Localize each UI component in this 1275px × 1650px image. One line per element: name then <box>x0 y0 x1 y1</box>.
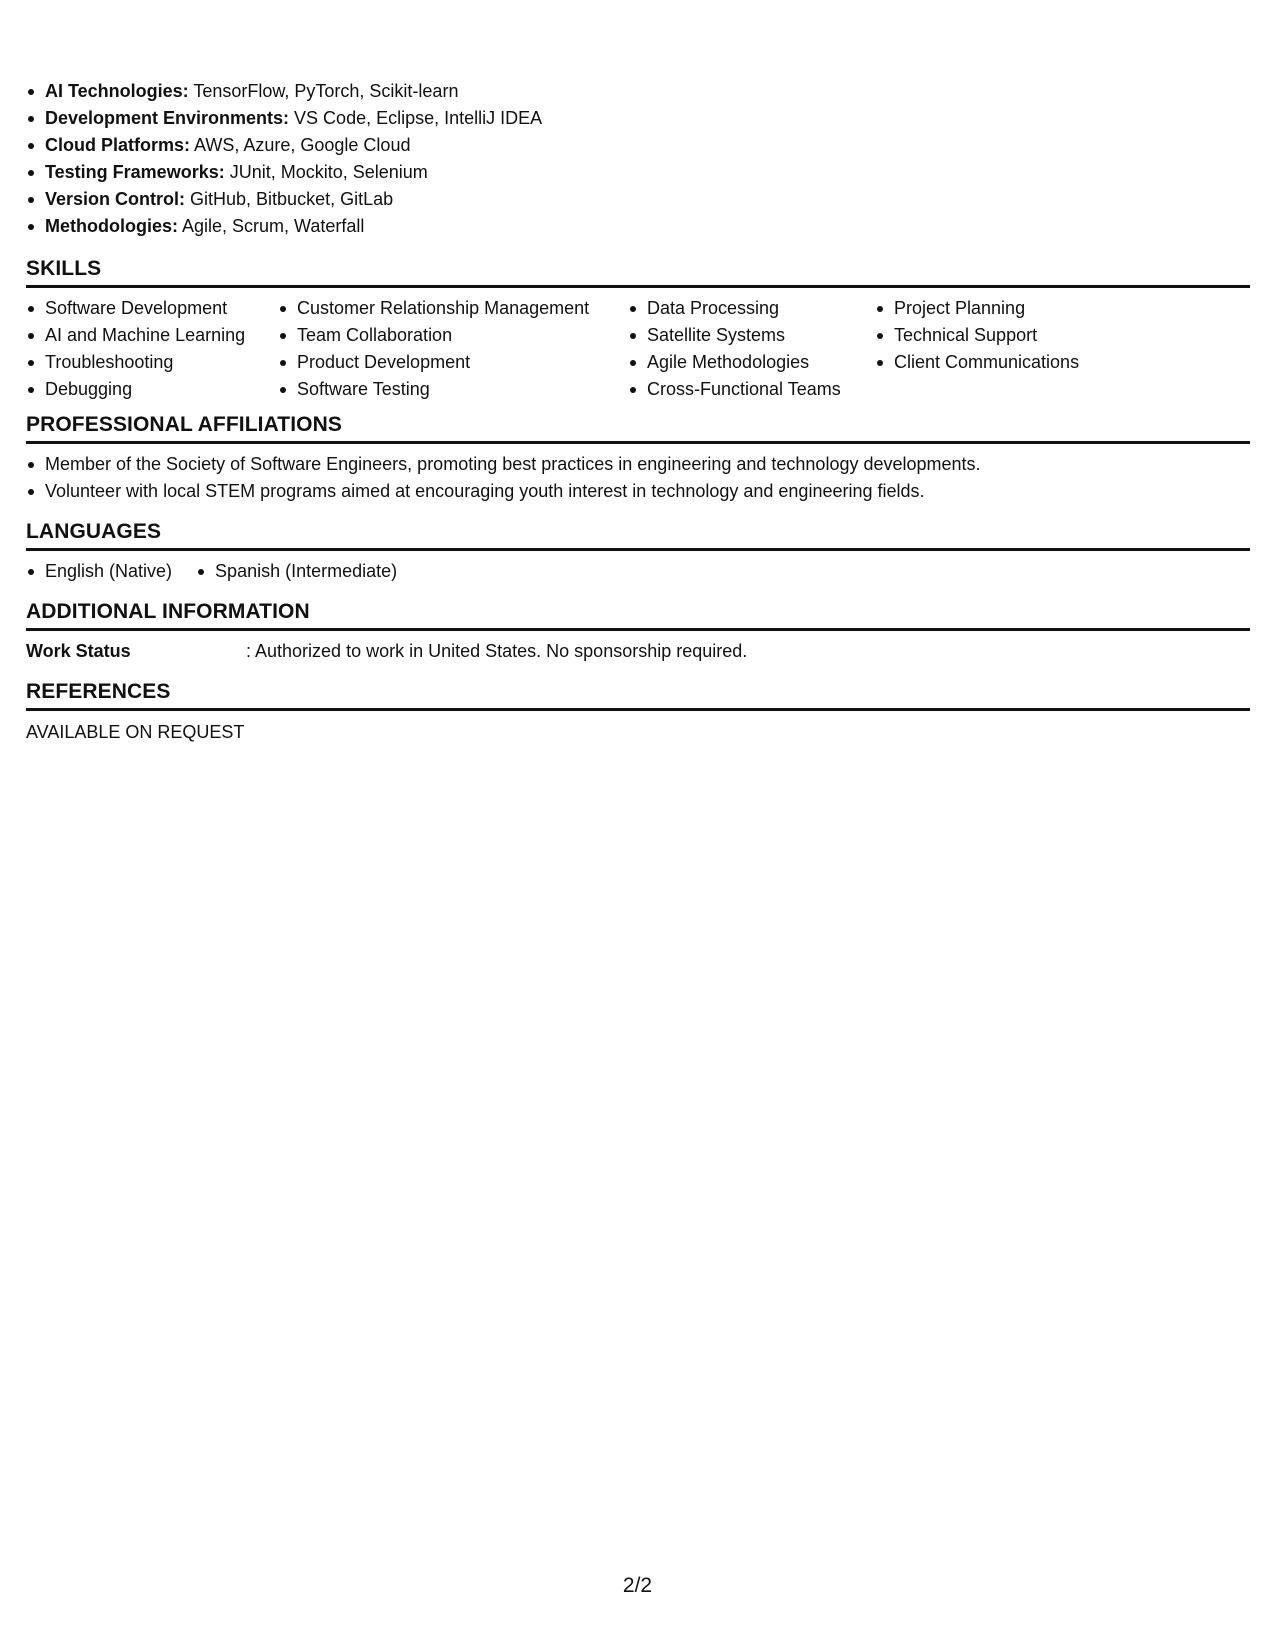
skill-item: Customer Relationship Management <box>278 295 628 322</box>
affiliation-item: Member of the Society of Software Engineers, promoting best practices in engineering and technology developments. <box>26 451 1250 478</box>
skill-item: Product Development <box>278 349 628 376</box>
tech-label: Development Environments: <box>45 108 290 128</box>
affiliations-list <box>26 451 1250 505</box>
tech-label: AI Technologies: <box>45 81 189 101</box>
skill-item: Satellite Systems <box>628 322 875 349</box>
skill-item: Software Development <box>26 295 278 322</box>
list-item <box>26 186 1250 213</box>
skill-item: Debugging <box>26 376 278 403</box>
languages-section <box>26 520 1250 585</box>
list-item <box>26 213 1250 240</box>
affiliations-heading: PROFESSIONAL AFFILIATIONS <box>26 413 1250 444</box>
skill-item: Cross-Functional Teams <box>628 376 875 403</box>
skills-column <box>278 295 628 403</box>
skills-column <box>628 295 875 403</box>
page-number: 2/2 <box>622 1574 653 1597</box>
skills-heading: SKILLS <box>26 257 1250 288</box>
tech-value: VS Code, Eclipse, IntelliJ IDEA <box>289 108 543 128</box>
references-heading: REFERENCES <box>26 680 1250 711</box>
affiliations-section <box>26 413 1250 505</box>
list-item <box>26 105 1250 132</box>
skill-item: Team Collaboration <box>278 322 628 349</box>
language-item: Spanish (Intermediate) <box>196 558 397 585</box>
skill-item: Agile Methodologies <box>628 349 875 376</box>
tech-value: JUnit, Mockito, Selenium <box>224 162 428 182</box>
additional-info-section <box>26 600 1250 665</box>
tech-label: Version Control: <box>45 189 186 209</box>
skill-item: Project Planning <box>875 295 1135 322</box>
languages-list <box>26 558 1250 585</box>
skill-item: Data Processing <box>628 295 875 322</box>
tech-value: Agile, Scrum, Waterfall <box>178 216 365 236</box>
skill-item: Troubleshooting <box>26 349 278 376</box>
languages-heading: LANGUAGES <box>26 520 1250 551</box>
tech-value: TensorFlow, PyTorch, Scikit-learn <box>188 81 459 101</box>
language-item: English (Native) <box>26 558 172 585</box>
technologies-list <box>26 78 1250 240</box>
work-status-row <box>26 638 1250 665</box>
work-status-value: : Authorized to work in United States. No sponsorship required. <box>246 641 748 661</box>
list-item <box>26 78 1250 105</box>
references-text: AVAILABLE ON REQUEST <box>26 722 245 742</box>
additional-info-heading: ADDITIONAL INFORMATION <box>26 600 1250 631</box>
skills-column <box>26 295 278 403</box>
tech-label: Testing Frameworks: <box>45 162 225 182</box>
skill-item: AI and Machine Learning <box>26 322 278 349</box>
skill-item: Client Communications <box>875 349 1135 376</box>
list-item <box>26 159 1250 186</box>
tech-value: GitHub, Bitbucket, GitLab <box>185 189 394 209</box>
resume-page <box>26 78 1250 746</box>
tech-label: Cloud Platforms: <box>45 135 191 155</box>
tech-label: Methodologies: <box>45 216 178 236</box>
list-item <box>26 132 1250 159</box>
references-section <box>26 680 1250 746</box>
skills-column <box>875 295 1135 403</box>
tech-value: AWS, Azure, Google Cloud <box>190 135 411 155</box>
skills-section <box>26 257 1250 403</box>
skill-item: Software Testing <box>278 376 628 403</box>
skills-columns <box>26 295 1250 403</box>
skill-item: Technical Support <box>875 322 1135 349</box>
work-status-label: Work Status <box>26 641 131 661</box>
affiliation-item: Volunteer with local STEM programs aimed at encouraging youth interest in technology and engineering fields. <box>26 478 1250 505</box>
